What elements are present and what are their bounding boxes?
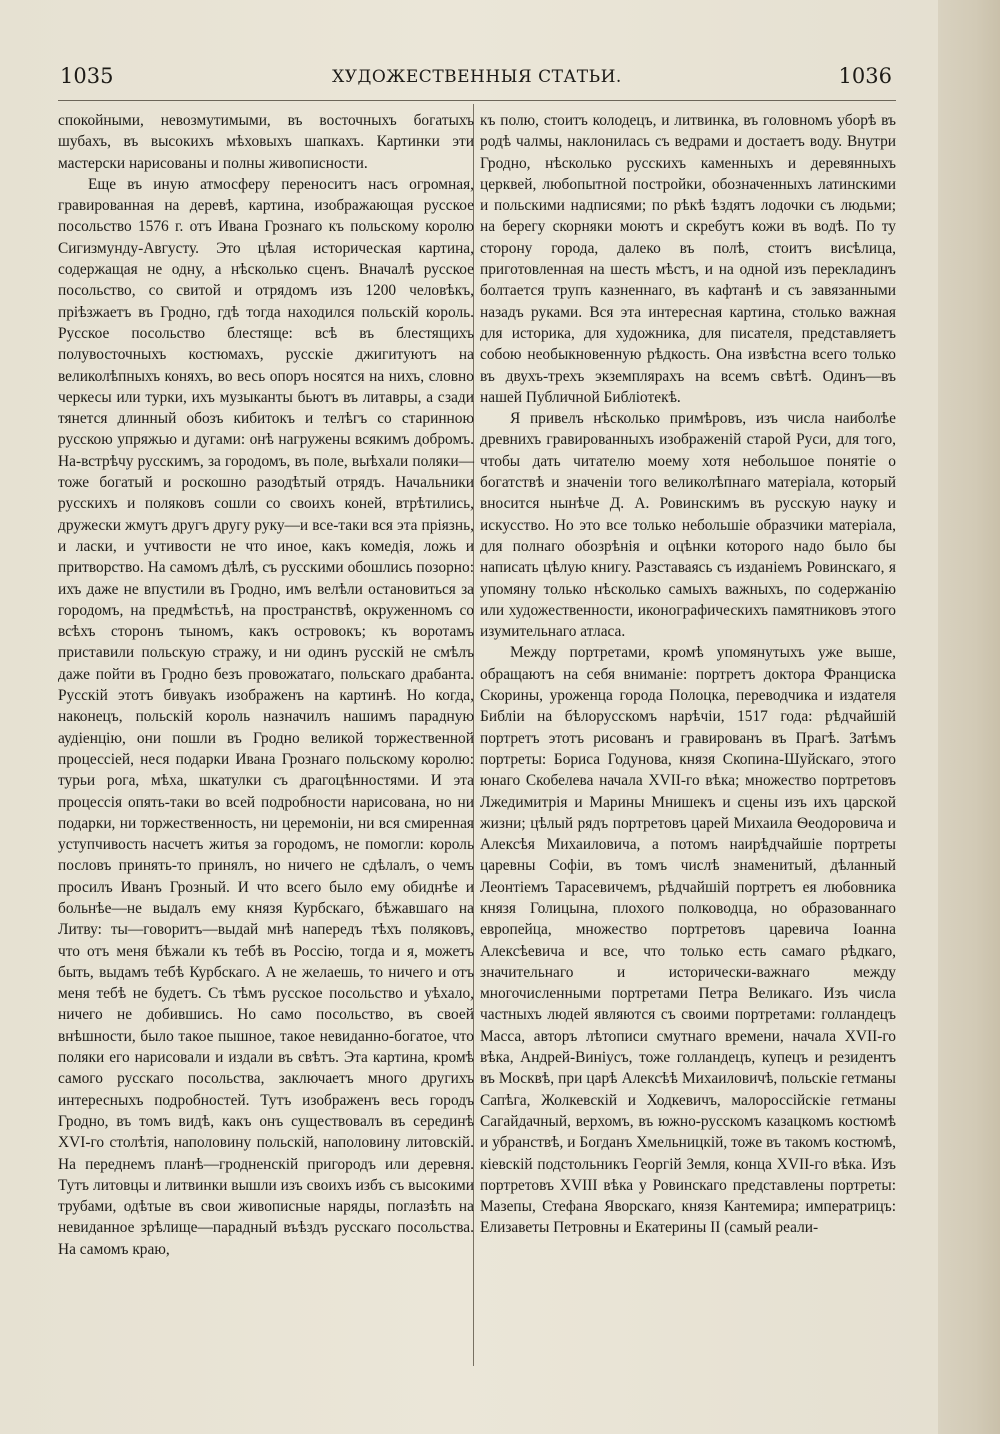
paragraph: Я привелъ нѣсколько примѣровъ, изъ числа наиболѣе древнихъ гравированныхъ изображеній старой Руси, для того, чтобы дать читателю моему хотя небольшое понятіе о богатствѣ и значеніи того великолѣпнаго матеріала, который вносится нынѣче Д. А. Ровинскимъ въ русскую науку и искусство. Но это все только небольшіе образчики матеріала, для полнаго обозрѣнія и оцѣнки которого надо было бы написать цѣлую книгу. Разставаясь съ изданіемъ Ровинскаго, я упомяну только нѣсколько самыхъ важныхъ, по содержанію или художественности, иконографическихъ памятниковъ этого изумительнаго атласа. <box>480 410 896 641</box>
paragraph: Еще въ иную атмосферу переноситъ насъ огромная, гравированная на деревѣ, картина, изображающая русское посольство 1576 г. отъ Ивана Грознаго къ польскому королю Сигизмунду-Августу. Это цѣлая историческая картина, содержащая не одну, а нѣсколько сценъ. Вначалѣ русское посольство, со свитой и отрядомъ изъ 1200 человѣкъ, пріѣзжаетъ въ Гродно, гдѣ тогда находился польскій король. Русское посольство блестяще: всѣ въ блестящихъ полувосточныхъ костюмахъ, русскіе джигитуютъ на великолѣпныхъ коняхъ, во весь опоръ носятся на нихъ, словно черкесы или турки, ихъ музыканты бьютъ въ литавры, а сзади тянется длинный обозъ кибитокъ и телѣгъ со старинною русскою упряжью и дугами: онѣ нагружены всякимъ добромъ. На-встрѣчу русскимъ, за городомъ, въ поле, выѣхали поляки—тоже богатый и роскошно разодѣтый отрядъ. Начальники русскихъ и поляковъ сошли со своихъ коней, втрѣтились, дружески жмутъ другъ другу руку—и все-таки вся эта пріязнь, и ласки, и учтивости не что иное, какъ комедія, ложь и притворство. На самомъ дѣлѣ, съ русскими обошлись позорно: ихъ даже не впустили въ Гродно, имъ велѣли остановиться за городомъ, на предмѣстьѣ, на пространствѣ, окруженномъ со всѣхъ сторонъ тыномъ, какъ островокъ; къ воротамъ приставили польскую стражу, и ни одинъ русскій не смѣлъ даже пойти въ Гродно безъ провожатаго, польскаго драбанта. Русскій этотъ бивуакъ изображенъ на картинѣ. Но когда, наконецъ, польскій король назначилъ нашимъ парадную аудіенцію, они пошли въ Гродно великой торжественной процессіей, неся подарки Ивана Грознаго польскому королю: турьи рога, мѣха, шкатулки съ драгоцѣнностями. И эта процессія опять-таки во всей подробности нарисована, но ни подарки, ни торжественность, ни церемоніи, ни вся смиренная уступчивость насчетъ житья за городомъ, не помогли: король пословъ принять-то принялъ, но ничего не сдѣлалъ, о чемъ просилъ Иванъ Грозный. И что всего было ему обиднѣе и больнѣе—не выдалъ ему князя Курбскаго, бѣжавшаго на Литву: ты—говоритъ—выдай мнѣ напередъ тѣхъ поляковъ, что отъ меня бѣжали къ тебѣ въ Россію, тогда и я, можетъ быть, выдамъ тебѣ Курбскаго. А не желаешь, то ничего и отъ меня тебѣ не будетъ. Съ тѣмъ русское посольство и уѣхало, ничего не добившись. Но само посольство, въ своей внѣшности, было такое пышное, такое невиданно-богатое, что поляки его нарисовали и издали въ свѣтъ. Эта картина, кромѣ самого русскаго посольства, заключаетъ много другихъ интересныхъ подробностей. Тутъ изображенъ весь городъ Гродно, въ томъ видѣ, какъ онъ существовалъ въ серединѣ XVI-го столѣтія, наполовину польскій, наполовину литовскій. На переднемъ планѣ—гродненскій пригородъ или деревня. Тутъ литовцы и литвинки вышли изъ своихъ избъ съ высокими трубами, одѣтые въ свои живописные наряды, поглазѣть на невиданное зрѣлище—парадный въѣздъ русскаго посольства. На самомъ краю, <box>58 175 474 1258</box>
paragraph: къ полю, стоитъ колодецъ, и литвинка, въ головномъ уборѣ въ родѣ чалмы, наклонилась съ ведрами и достаетъ воду. Внутри Гродно, нѣсколько русскихъ каменныхъ и деревянныхъ церквей, любопытной постройки, обозначенныхъ латинскими и польскими надписями; по рѣкѣ ѣздятъ лодочки съ людьми; на берегу скорняки моютъ и скребутъ кожи въ водѣ. По ту сторону города, далеко въ полѣ, стоитъ висѣлица, приготовленная на шесть мѣстъ, и на одной изъ перекладинъ болтается трупъ казненнаго, въ кафтанѣ и съ завязанными назадъ руками. Вся эта интересная картина, столько важная для историка, для художника, для писателя, представляетъ собою необыкновенную рѣдкость. Она извѣстна всего только въ двухъ-трехъ экземплярахъ на всемъ свѣтѣ. Одинъ—въ нашей Публичной Библіотекѣ. <box>480 112 896 406</box>
paragraph: Между портретами, кромѣ упомянутыхъ уже выше, обращаютъ на себя вниманіе: портретъ доктора Франциска Скорины, уроженца города Полоцка, переводчика и издателя Библіи на бѣлорусскомъ нарѣчіи, 1517 года: рѣдчайшій портретъ этотъ рисованъ и гравированъ въ Прагѣ. Затѣмъ портреты: Бориса Годунова, князя Скопина-Шуйскаго, этого юнаго Скобелева начала XVII-го вѣка; множество портретовъ Лжедимитрія и Марины Мнишекъ и сцены изъ ихъ царской жизни; цѣлый рядъ портретовъ царей Михаила Ѳеодоровича и Алексѣя Михаиловича, а потомъ наирѣдчайшіе портреты царевны Софіи, въ томъ числѣ знаменитый, дѣланный Леонтіемъ Тарасевичемъ, рѣдчайшій портретъ ея любовника князя Голицына, плохого полководца, но образованнаго европейца, множество портретовъ царевича Іоанна Алексѣевича и все, что только есть самаго рѣдкаго, значительнаго и исторически-важнаго между многочисленными портретами Петра Великаго. Изъ числа частныхъ людей являются съ своими портретами: голландецъ Масса, авторъ лѣтописи смутнаго времени, начала XVII-го вѣка, Андрей-Виніусъ, тоже голландецъ, купецъ и резидентъ въ Москвѣ, при царѣ Алексѣѣ Михаиловичѣ, польскіе гетманы Сапѣга, Жолкевскій и Ходкевичъ, малороссійскіе гетманы Сагайдачный, верхомъ, въ южно-русскомъ казацкомъ костюмѣ и убранствѣ, и Богданъ Хмельницкій, тоже въ такомъ костюмѣ, кіевскій подстольникъ Георгій Земля, конца XVII-го вѣка. Изъ портретовъ XVIII вѣка у Ровинскаго представлены портреты: Мазепы, Стефана Яворскаго, князя Кантемира; императрицъ: Елизаветы Петровны и Екатерины II (самый реали- <box>480 644 896 1237</box>
left-column <box>58 110 474 1260</box>
paragraph: спокойными, невозмутимыми, въ восточныхъ богатыхъ шубахъ, въ высокихъ мѣховыхъ шапкахъ. Картинки эти мастерски нарисованы и полны живописности. <box>58 112 474 172</box>
running-title: ХУДОЖЕСТВЕННЫЯ СТАТЬИ. <box>332 67 622 87</box>
page-number-right: 1036 <box>838 64 892 88</box>
page-header <box>58 64 896 92</box>
right-column <box>480 110 896 1239</box>
page-edge <box>938 0 1000 1434</box>
header-rule <box>58 100 896 101</box>
page-number-left: 1035 <box>60 64 114 88</box>
